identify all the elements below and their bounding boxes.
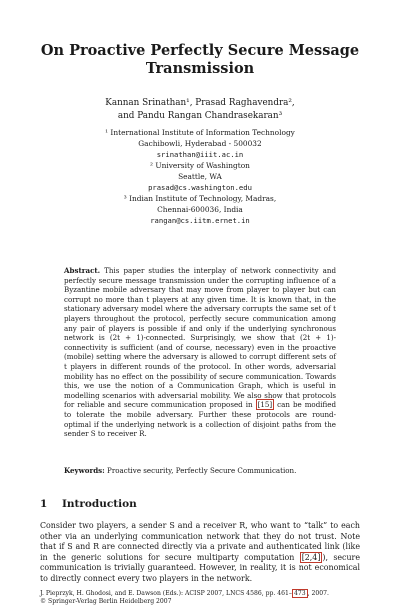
abstract-citation-link[interactable]: [15]	[257, 400, 273, 410]
authors-line-2: and Pandu Rangan Chandrasekaran³	[117, 111, 283, 121]
authors-line-1: Kannan Srinathan¹, Prasad Raghavendra²,	[105, 98, 295, 108]
section-heading	[40, 497, 360, 511]
introduction-paragraph	[40, 521, 360, 585]
footer-line-1	[40, 590, 360, 598]
abstract-label: Abstract.	[64, 266, 101, 275]
intro-text-2: ), secure communication is trivially guaranteed. However, in reality, it is not economical to directly connect every two players in the network.	[40, 552, 360, 583]
footer-citation-text: J. Pieprzyk, H. Ghodosi, and E. Dawson (Eds.): ACISP 2007, LNCS 4586, pp. 461–	[40, 590, 292, 597]
affiliation-2-email: prasad@cs.washington.edu	[148, 183, 252, 192]
abstract-text-2: can be modified to tolerate the mobile adversary. Further these protocols are round-optimal if the underlying network is a collection of disjoint paths from the sender S to receiver R.	[64, 400, 336, 439]
affiliation-2-line-1: ² University of Washington	[150, 161, 250, 170]
abstract	[64, 266, 336, 439]
section-title: Introduction	[62, 498, 137, 510]
keywords	[64, 466, 336, 476]
footer-page-link[interactable]: 473	[293, 590, 306, 597]
section-number: 1	[40, 498, 48, 510]
abstract-text-1: This paper studies the interplay of network connectivity and perfectly secure message transmission under the corrupting influence of a Byzantine mobile adversary that may move from player to player but can corrupt no more than t players at any given time. It is known that, in the stationary adversary model where the adversary corrupts the same set of t players throughout the protocol, perfectly secure communication among any pair of players is possible if and only if the underlying synchronous network is (2t + 1)-connected. Surprisingly, we show that (2t + 1)-connectivity is sufficient (and of course, necessary) even in the proactive (mobile) setting where the adversary is allowed to corrupt different sets of t players in different rounds of the protocol. In other words, adversarial mobility has no effect on the possibility of secure communication. Towards this, we use the notion of a Communication Graph, which is useful in modelling scenarios with adversarial mobility. We also show that protocols for reliable and secure communication proposed in	[64, 266, 336, 410]
affiliation-3-line-2: Chennai-600036, India	[157, 205, 243, 214]
keywords-label: Keywords:	[64, 466, 105, 475]
affiliation-3-email: rangan@cs.iitm.ernet.in	[150, 216, 250, 225]
affiliation-1-line-2: Gachibowli, Hyderabad - 500032	[138, 139, 262, 148]
footer-copyright: © Springer-Verlag Berlin Heidelberg 2007	[40, 598, 172, 605]
affiliation-1-email: srinathan@iiit.ac.in	[156, 150, 244, 159]
affiliation-2-line-2: Seattle, WA	[178, 172, 222, 181]
footer-year: , 2007.	[307, 590, 329, 597]
keywords-text: Proactive security, Perfectly Secure Communication.	[104, 466, 297, 475]
author-list	[40, 97, 360, 123]
affiliation-3-line-1: ³ Indian Institute of Technology, Madras,	[123, 194, 277, 203]
affiliations	[40, 127, 360, 226]
affiliation-1-line-1: ¹ International Institute of Information Technology	[105, 128, 295, 137]
paper-title: On Proactive Perfectly Secure Message Transmission	[40, 42, 360, 77]
footer	[40, 590, 360, 606]
intro-text-1: Consider two players, a sender S and a receiver R, who want to “talk” to each other via an underlying communication network that they do not trust. Note that if S and R are connected directly via a private and authenticated link (like in the generic solutions for secure multiparty computation	[40, 521, 360, 562]
intro-citation-link[interactable]: [2,4]	[301, 552, 321, 562]
